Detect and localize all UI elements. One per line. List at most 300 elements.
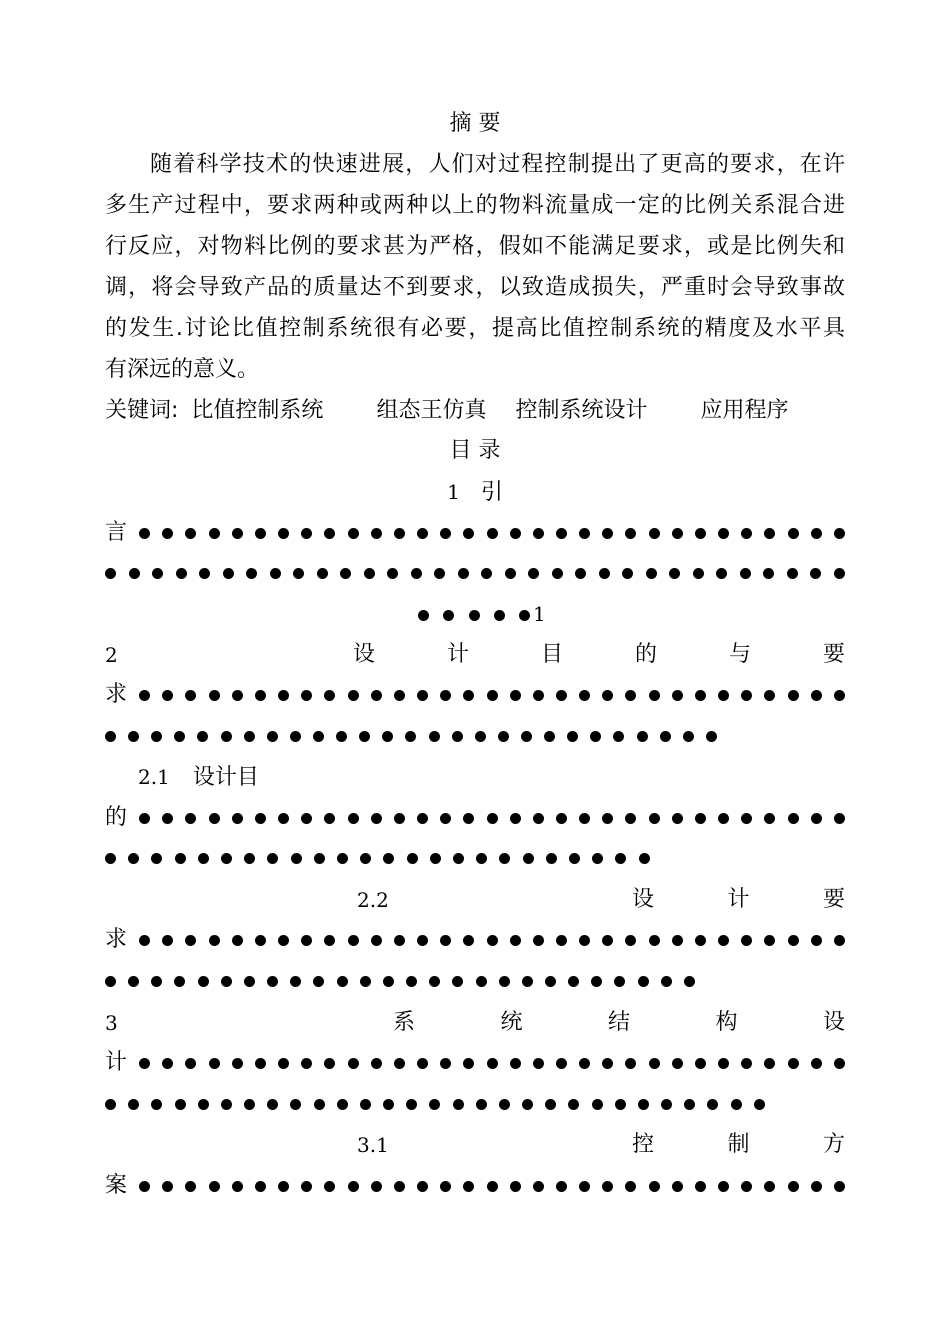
- leader-dot: [718, 1181, 729, 1192]
- leader-dot: [209, 1181, 220, 1192]
- leader-dot: [788, 813, 799, 824]
- abstract-title: 摘 要: [449, 111, 501, 136]
- leader-dot: [834, 1058, 845, 1069]
- leader-dot: [417, 528, 428, 539]
- leader-dot: [139, 813, 150, 824]
- leader-dot: [494, 610, 505, 621]
- toc-entry-3-char: 构: [715, 1010, 738, 1035]
- leader-dot: [695, 690, 706, 701]
- leader-dot: [394, 1058, 405, 1069]
- leader-dot: [162, 690, 173, 701]
- leader-dot: [267, 853, 278, 864]
- leader-dot: [487, 935, 498, 946]
- toc-entry-2-char: 的: [634, 642, 657, 667]
- leader-dot: [660, 731, 671, 742]
- leader-dot: [337, 1099, 348, 1110]
- leader-dot: [661, 976, 672, 987]
- leader-dot: [290, 731, 301, 742]
- leader-dot: [383, 1099, 394, 1110]
- leader-dot: [139, 1058, 150, 1069]
- leader-dot: [429, 1099, 440, 1110]
- leader-dot: [579, 813, 590, 824]
- leader-dot: [764, 528, 775, 539]
- toc-entry-2-number: 2: [105, 643, 118, 667]
- leader-dot: [706, 731, 717, 742]
- leader-dot: [267, 731, 278, 742]
- leader-dot: [754, 1099, 765, 1110]
- leader-dot: [716, 568, 727, 579]
- leader-dot: [209, 813, 220, 824]
- leader-dot: [440, 813, 451, 824]
- leader-dot: [382, 731, 393, 742]
- leader-dot: [649, 1058, 660, 1069]
- leader-dot: [718, 690, 729, 701]
- leader-dot: [599, 568, 610, 579]
- leader-dot: [324, 690, 335, 701]
- leader-dot: [764, 813, 775, 824]
- leader-dot: [394, 935, 405, 946]
- abstract-line-5: 的发生.讨论比值控制系统很有必要，提高比值控制系统的精度及水平具: [105, 316, 845, 341]
- leader-dot: [417, 935, 428, 946]
- leader-dot: [313, 976, 324, 987]
- leader-dot: [364, 568, 375, 579]
- leader-dot: [406, 976, 417, 987]
- leader-dot: [695, 813, 706, 824]
- leader-dot: [348, 690, 359, 701]
- leader-dot: [487, 1181, 498, 1192]
- leader-dot: [176, 568, 187, 579]
- toc-entry-1-number: 1: [447, 480, 460, 504]
- leader-dot: [139, 528, 150, 539]
- leader-dot: [533, 528, 544, 539]
- leader-dot: [417, 690, 428, 701]
- leader-dot: [301, 1181, 312, 1192]
- leader-dot: [417, 1058, 428, 1069]
- leader-dot: [695, 528, 706, 539]
- leader-dot: [105, 853, 116, 864]
- leader-dot: [244, 853, 255, 864]
- leader-dot: [175, 853, 186, 864]
- leader-dot: [834, 935, 845, 946]
- toc-entry-2-1-title-start: 设计目: [192, 765, 259, 790]
- leader-dot: [487, 690, 498, 701]
- leader-dot: [244, 1099, 255, 1110]
- leader-dot: [528, 568, 539, 579]
- leader-dot: [649, 690, 660, 701]
- leader-dot: [324, 935, 335, 946]
- leader-dot: [317, 568, 328, 579]
- leader-dot: [556, 528, 567, 539]
- leader-dot: [270, 568, 281, 579]
- leader-dot: [476, 853, 487, 864]
- leader-dot: [198, 853, 209, 864]
- leader-dot: [672, 690, 683, 701]
- abstract-line-6: 有深远的意义。: [105, 357, 260, 382]
- leader-dot: [788, 935, 799, 946]
- leader-dot: [741, 813, 752, 824]
- toc-entry-3-char: 统: [500, 1010, 523, 1035]
- toc-entry-3-leader-2: [105, 1084, 765, 1124]
- leader-dot: [255, 813, 266, 824]
- leader-dot: [278, 1058, 289, 1069]
- leader-dot: [469, 610, 480, 621]
- leader-dot: [695, 935, 706, 946]
- keyword-4: 应用程序: [700, 398, 789, 423]
- leader-dot: [552, 568, 563, 579]
- leader-dot: [718, 528, 729, 539]
- leader-dot: [579, 528, 590, 539]
- leader-dot: [481, 568, 492, 579]
- leader-dot: [324, 528, 335, 539]
- leader-dot: [556, 690, 567, 701]
- leader-dot: [811, 528, 822, 539]
- leader-dot: [579, 1181, 590, 1192]
- leader-dot: [544, 731, 555, 742]
- leader-dot: [545, 1099, 556, 1110]
- leader-dot: [417, 1181, 428, 1192]
- leader-dot: [348, 1181, 359, 1192]
- leader-dot: [246, 568, 257, 579]
- leader-dot: [613, 731, 624, 742]
- leader-dot: [337, 853, 348, 864]
- leader-dot: [128, 1099, 139, 1110]
- abstract-line-2: 多生产过程中，要求两种或两种以上的物料流量成一定的比例关系混合进: [105, 193, 845, 218]
- leader-dot: [293, 568, 304, 579]
- leader-dot: [568, 1099, 579, 1110]
- leader-dot: [152, 568, 163, 579]
- leader-dot: [602, 528, 613, 539]
- toc-entry-2-2-char: 要: [822, 887, 845, 912]
- leader-dot: [174, 976, 185, 987]
- leader-dot: [625, 1058, 636, 1069]
- leader-dot: [810, 568, 821, 579]
- leader-dot: [591, 976, 602, 987]
- leader-dot: [221, 853, 232, 864]
- leader-dot: [359, 731, 370, 742]
- leader-dot: [615, 853, 626, 864]
- toc-entry-3-1-number: 3.1: [357, 1133, 389, 1157]
- leader-dot: [139, 690, 150, 701]
- leader-dot: [255, 1181, 266, 1192]
- leader-dot: [579, 690, 590, 701]
- leader-dot: [499, 1099, 510, 1110]
- leader-dot: [232, 528, 243, 539]
- toc-entry-2-char: 与: [728, 642, 751, 667]
- toc-entry-2-title-end: 求: [105, 682, 128, 707]
- leader-dot: [394, 813, 405, 824]
- leader-dot: [741, 1058, 752, 1069]
- toc-entry-2-2-leader-1: [105, 920, 845, 960]
- leader-dot: [105, 976, 116, 987]
- leader-dot: [267, 1099, 278, 1110]
- keyword-3: 控制系统设计: [515, 398, 648, 423]
- leader-dot: [788, 1058, 799, 1069]
- leader-dot: [162, 935, 173, 946]
- leader-dot: [458, 568, 469, 579]
- leader-dot: [788, 528, 799, 539]
- leader-dot: [407, 853, 418, 864]
- leader-dot: [278, 935, 289, 946]
- leader-dot: [556, 813, 567, 824]
- leader-dot: [811, 813, 822, 824]
- leader-dot: [625, 813, 636, 824]
- leader-dot: [731, 1099, 742, 1110]
- toc-entry-1-title-start: 引: [480, 480, 503, 505]
- leader-dot: [383, 853, 394, 864]
- leader-dot: [434, 568, 445, 579]
- leader-dot: [788, 1181, 799, 1192]
- leader-dot: [499, 853, 510, 864]
- leader-dot: [556, 1181, 567, 1192]
- leader-dot: [476, 976, 487, 987]
- toc-entry-1-page: 1: [533, 602, 546, 626]
- leader-dot: [625, 690, 636, 701]
- leader-dot: [175, 1099, 186, 1110]
- keywords-label: 关键词:: [105, 398, 179, 423]
- leader-dot: [162, 813, 173, 824]
- leader-dot: [185, 1058, 196, 1069]
- leader-dot: [625, 1181, 636, 1192]
- leader-dot: [443, 610, 454, 621]
- leader-dot: [718, 935, 729, 946]
- leader-dot: [592, 853, 603, 864]
- leader-dot: [429, 976, 440, 987]
- leader-dot: [267, 976, 278, 987]
- leader-dot: [418, 610, 429, 621]
- leader-dot: [579, 1058, 590, 1069]
- leader-dot: [672, 1058, 683, 1069]
- toc-entry-3-1-head: [105, 1125, 845, 1165]
- leader-dot: [649, 1181, 660, 1192]
- leader-dot: [567, 731, 578, 742]
- toc-entry-3-1-char: 制: [727, 1132, 750, 1157]
- leader-dot: [452, 976, 463, 987]
- leader-dot: [429, 731, 440, 742]
- leader-dot: [533, 935, 544, 946]
- leader-dot: [387, 568, 398, 579]
- leader-dot: [487, 1058, 498, 1069]
- toc-entry-2-leader-1: [105, 675, 845, 715]
- leader-dot: [638, 976, 649, 987]
- leader-dot: [510, 1181, 521, 1192]
- toc-entry-2-1-head: [138, 757, 438, 797]
- toc-entry-3-1-char: 控: [632, 1132, 655, 1157]
- leader-dot: [834, 813, 845, 824]
- leader-dot: [592, 1099, 603, 1110]
- leader-dot: [568, 976, 579, 987]
- leader-dot: [638, 1099, 649, 1110]
- leader-dot: [198, 976, 209, 987]
- leader-dot: [510, 813, 521, 824]
- leader-dot: [348, 935, 359, 946]
- leader-dot: [684, 976, 695, 987]
- leader-dot: [834, 690, 845, 701]
- toc-entry-3-leader-1: [105, 1043, 845, 1083]
- leader-dot: [452, 731, 463, 742]
- leader-dot: [718, 813, 729, 824]
- leader-dot: [569, 853, 580, 864]
- leader-dot: [556, 1058, 567, 1069]
- leader-dot: [811, 1058, 822, 1069]
- toc-entry-2-char: 目: [540, 642, 563, 667]
- leader-dot: [151, 853, 162, 864]
- leader-dot: [301, 528, 312, 539]
- leader-dot: [105, 1099, 116, 1110]
- leader-dot: [440, 1058, 451, 1069]
- toc-entry-3-title-end: 计: [105, 1050, 128, 1075]
- leader-dot: [291, 853, 302, 864]
- leader-dot: [787, 568, 798, 579]
- leader-dot: [394, 690, 405, 701]
- leader-dot: [185, 1181, 196, 1192]
- leader-dot: [151, 976, 162, 987]
- leader-dot: [371, 1181, 382, 1192]
- toc-entry-1-head: [105, 472, 845, 512]
- leader-dot: [590, 731, 601, 742]
- keyword-2: 组态王仿真: [376, 398, 487, 423]
- leader-dot: [197, 731, 208, 742]
- toc-entry-3-1-leader-1: [105, 1166, 845, 1206]
- leader-dot: [185, 813, 196, 824]
- leader-dot: [602, 1181, 613, 1192]
- leader-dot: [440, 690, 451, 701]
- toc-entry-3-1-char: 方: [822, 1132, 845, 1157]
- leader-dot: [232, 935, 243, 946]
- leader-dot: [139, 1181, 150, 1192]
- leader-dot: [463, 813, 474, 824]
- toc-entry-2-2-char: 设: [632, 887, 655, 912]
- leader-dot: [519, 610, 530, 621]
- abstract-line-1: 随着科学技术的快速进展，人们对过程控制提出了更高的要求，在许: [150, 152, 845, 177]
- toc-entry-1-leader-3: [418, 594, 558, 634]
- leader-dot: [463, 528, 474, 539]
- keyword-1: 比值控制系统: [191, 398, 324, 423]
- leader-dot: [232, 813, 243, 824]
- leader-dot: [602, 813, 613, 824]
- leader-dot: [510, 935, 521, 946]
- leader-dot: [360, 853, 371, 864]
- leader-dot: [707, 1099, 718, 1110]
- leader-dot: [672, 528, 683, 539]
- leader-dot: [811, 935, 822, 946]
- leader-dot: [693, 568, 704, 579]
- leader-dot: [672, 935, 683, 946]
- leader-dot: [669, 568, 680, 579]
- leader-dot: [533, 1058, 544, 1069]
- leader-dot: [602, 690, 613, 701]
- leader-dot: [476, 1099, 487, 1110]
- leader-dot: [244, 731, 255, 742]
- leader-dot: [324, 1181, 335, 1192]
- toc-entry-2-1-leader-1: [105, 798, 845, 838]
- leader-dot: [232, 1058, 243, 1069]
- leader-dot: [371, 813, 382, 824]
- leader-dot: [834, 528, 845, 539]
- leader-dot: [405, 731, 416, 742]
- leader-dot: [811, 1181, 822, 1192]
- leader-dot: [661, 1099, 672, 1110]
- leader-dot: [301, 813, 312, 824]
- leader-dot: [463, 1058, 474, 1069]
- leader-dot: [487, 528, 498, 539]
- toc-entry-2-2-head: [105, 880, 845, 920]
- leader-dot: [174, 731, 185, 742]
- leader-dot: [139, 935, 150, 946]
- leader-dot: [622, 568, 633, 579]
- leader-dot: [639, 853, 650, 864]
- leader-dot: [105, 568, 116, 579]
- toc-entry-2-1-leader-2: [105, 838, 650, 878]
- abstract-line-3: 行反应，对物料比例的要求甚为严格，假如不能满足要求，或是比例失和: [105, 234, 845, 259]
- leader-dot: [695, 1181, 706, 1192]
- toc-entry-2-2-leader-2: [105, 961, 695, 1001]
- leader-dot: [637, 731, 648, 742]
- leader-dot: [221, 1099, 232, 1110]
- leader-dot: [649, 528, 660, 539]
- toc-entry-3-char: 设: [822, 1010, 845, 1035]
- leader-dot: [394, 528, 405, 539]
- leader-dot: [453, 853, 464, 864]
- toc-entry-3-number: 3: [105, 1011, 118, 1035]
- leader-dot: [314, 1099, 325, 1110]
- leader-dot: [834, 568, 845, 579]
- toc-entry-1-leader-2: [105, 553, 845, 593]
- leader-dot: [788, 690, 799, 701]
- leader-dot: [453, 1099, 464, 1110]
- leader-dot: [834, 1181, 845, 1192]
- leader-dot: [499, 976, 510, 987]
- leader-dot: [740, 568, 751, 579]
- leader-dot: [255, 528, 266, 539]
- leader-dot: [209, 935, 220, 946]
- toc-entry-2-leader-2: [105, 716, 717, 756]
- leader-dot: [162, 1181, 173, 1192]
- leader-dot: [394, 1181, 405, 1192]
- leader-dot: [278, 813, 289, 824]
- leader-dot: [602, 1058, 613, 1069]
- leader-dot: [278, 528, 289, 539]
- leader-dot: [383, 976, 394, 987]
- leader-dot: [209, 528, 220, 539]
- leader-dot: [602, 935, 613, 946]
- leader-dot: [162, 1058, 173, 1069]
- toc-entry-2-char: 计: [446, 642, 469, 667]
- leader-dot: [336, 731, 347, 742]
- leader-dot: [533, 1181, 544, 1192]
- leader-dot: [575, 568, 586, 579]
- toc-entry-2-1-number: 2.1: [138, 765, 170, 789]
- leader-dot: [198, 1099, 209, 1110]
- leader-dot: [695, 1058, 706, 1069]
- leader-dot: [337, 976, 348, 987]
- leader-dot: [463, 690, 474, 701]
- leader-dot: [672, 1181, 683, 1192]
- leader-dot: [348, 1058, 359, 1069]
- leader-dot: [463, 935, 474, 946]
- leader-dot: [360, 976, 371, 987]
- leader-dot: [105, 731, 116, 742]
- leader-dot: [371, 528, 382, 539]
- leader-dot: [411, 568, 422, 579]
- leader-dot: [615, 1099, 626, 1110]
- leader-dot: [475, 731, 486, 742]
- leader-dot: [523, 853, 534, 864]
- leader-dot: [255, 935, 266, 946]
- leader-dot: [764, 935, 775, 946]
- leader-dot: [232, 690, 243, 701]
- leader-dot: [430, 853, 441, 864]
- leader-dot: [278, 690, 289, 701]
